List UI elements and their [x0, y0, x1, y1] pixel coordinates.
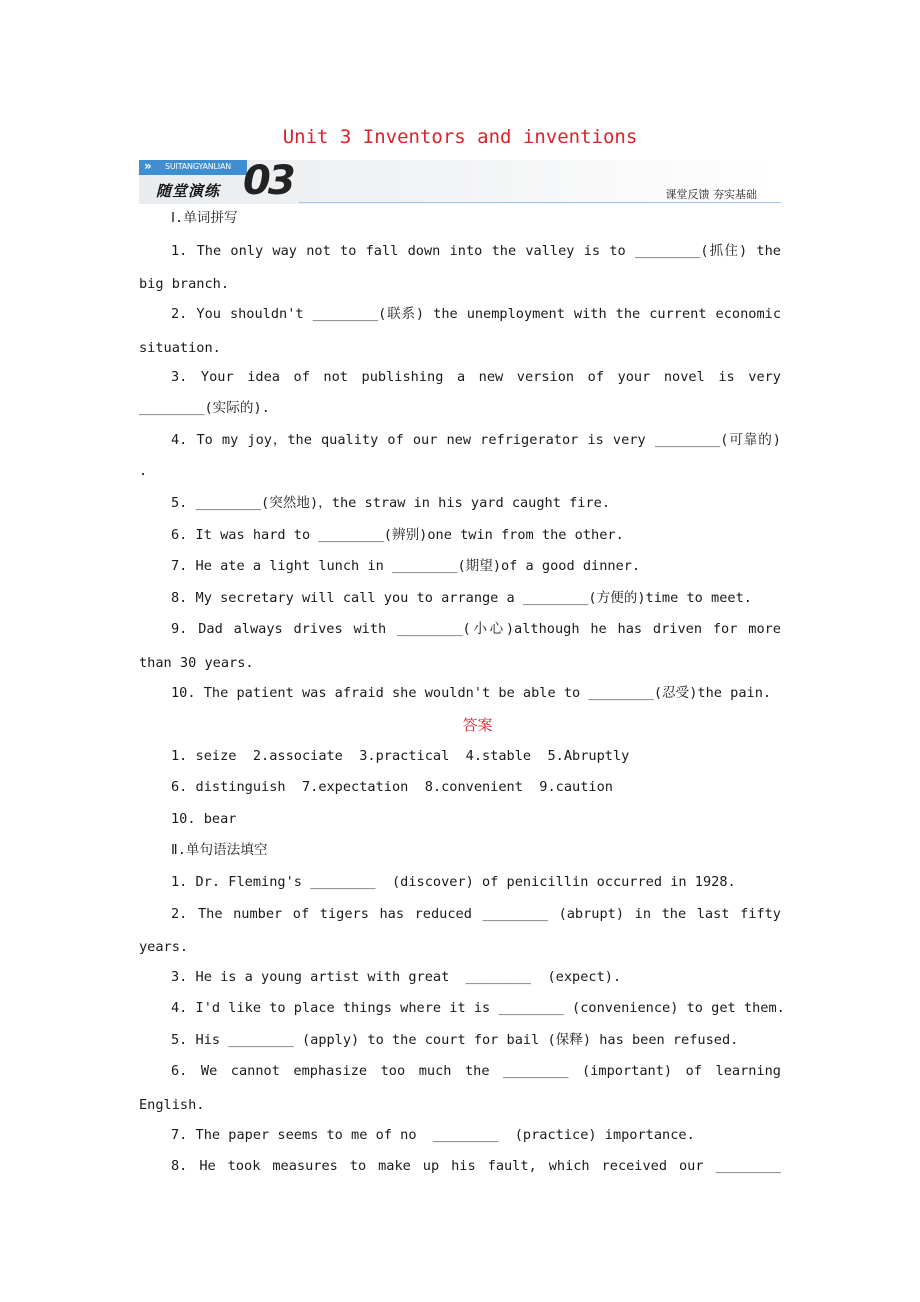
question-line: 3. He is a young artist with great ________ (expect).: [171, 969, 622, 985]
question-line: 6. It was hard to ________(辨别)one twin from the other.: [171, 527, 624, 543]
banner-pinyin: SUITANGYANLIAN: [165, 162, 232, 171]
answer-label: 答案: [462, 716, 493, 734]
double-chevron-icon: »: [144, 159, 152, 173]
section-heading: Ⅰ.单词拼写: [171, 210, 238, 226]
question-line: than 30 years.: [139, 655, 254, 671]
banner-underline: [299, 202, 781, 203]
question-line: situation.: [139, 340, 221, 356]
question-line: English.: [139, 1097, 205, 1113]
banner-top-bar: [139, 160, 247, 175]
answer-line: 10. bear: [171, 811, 237, 827]
question-line: big branch.: [139, 276, 230, 292]
question-line: ________(实际的).: [139, 400, 270, 416]
question-line: 6. We cannot emphasize too much the ________ (important) of learning: [171, 1063, 781, 1079]
question-line: 2. The number of tigers has reduced ________ (abrupt) in the last fifty: [171, 906, 781, 922]
section-heading: Ⅱ.单句语法填空: [171, 842, 268, 858]
banner-title: 随堂演练: [156, 182, 221, 200]
banner-number: 03: [243, 158, 293, 204]
banner-right-text: 课堂反馈 夯实基础: [665, 188, 757, 201]
question-line: 4. I'd like to place things where it is ________ (convenience) to get them.: [171, 1000, 785, 1016]
answer-line: 1. seize 2.associate 3.practical 4.stable 5.Abruptly: [171, 748, 630, 764]
question-line: 7. The paper seems to me of no ________ (practice) importance.: [171, 1127, 695, 1143]
section-banner: [139, 160, 781, 204]
question-line: 5. His ________ (apply) to the court for bail (保释) has been refused.: [171, 1032, 739, 1048]
question-line: 7. He ate a light lunch in ________(期望)of a good dinner.: [171, 558, 641, 574]
question-line: 9. Dad always drives with ________(小心)although he has driven for more: [171, 621, 781, 637]
question-line: 1. The only way not to fall down into the valley is to ________(抓住) the: [171, 243, 781, 259]
question-line: 8. My secretary will call you to arrange a ________(方便的)time to meet.: [171, 590, 752, 606]
question-line: years.: [139, 939, 189, 955]
answer-line: 6. distinguish 7.expectation 8.convenient 9.caution: [171, 779, 613, 795]
question-line: 4. To my joy，the quality of our new refrigerator is very ________(可靠的): [171, 432, 781, 448]
question-line: .: [139, 463, 148, 479]
question-line: 10. The patient was afraid she wouldn't be able to ________(忍受)the pain.: [171, 685, 772, 701]
question-line: 1. Dr. Fleming's ________ (discover) of penicillin occurred in 1928.: [171, 874, 736, 890]
question-line: 8. He took measures to make up his fault, which received our ________: [171, 1158, 781, 1174]
question-line: 5. ________(突然地)，the straw in his yard caught fire.: [171, 495, 611, 511]
question-line: 3. Your idea of not publishing a new version of your novel is very: [171, 369, 781, 385]
page-title: Unit 3 Inventors and inventions: [282, 126, 638, 148]
question-line: 2. You shouldn't ________(联系) the unemployment with the current economic: [171, 306, 781, 322]
